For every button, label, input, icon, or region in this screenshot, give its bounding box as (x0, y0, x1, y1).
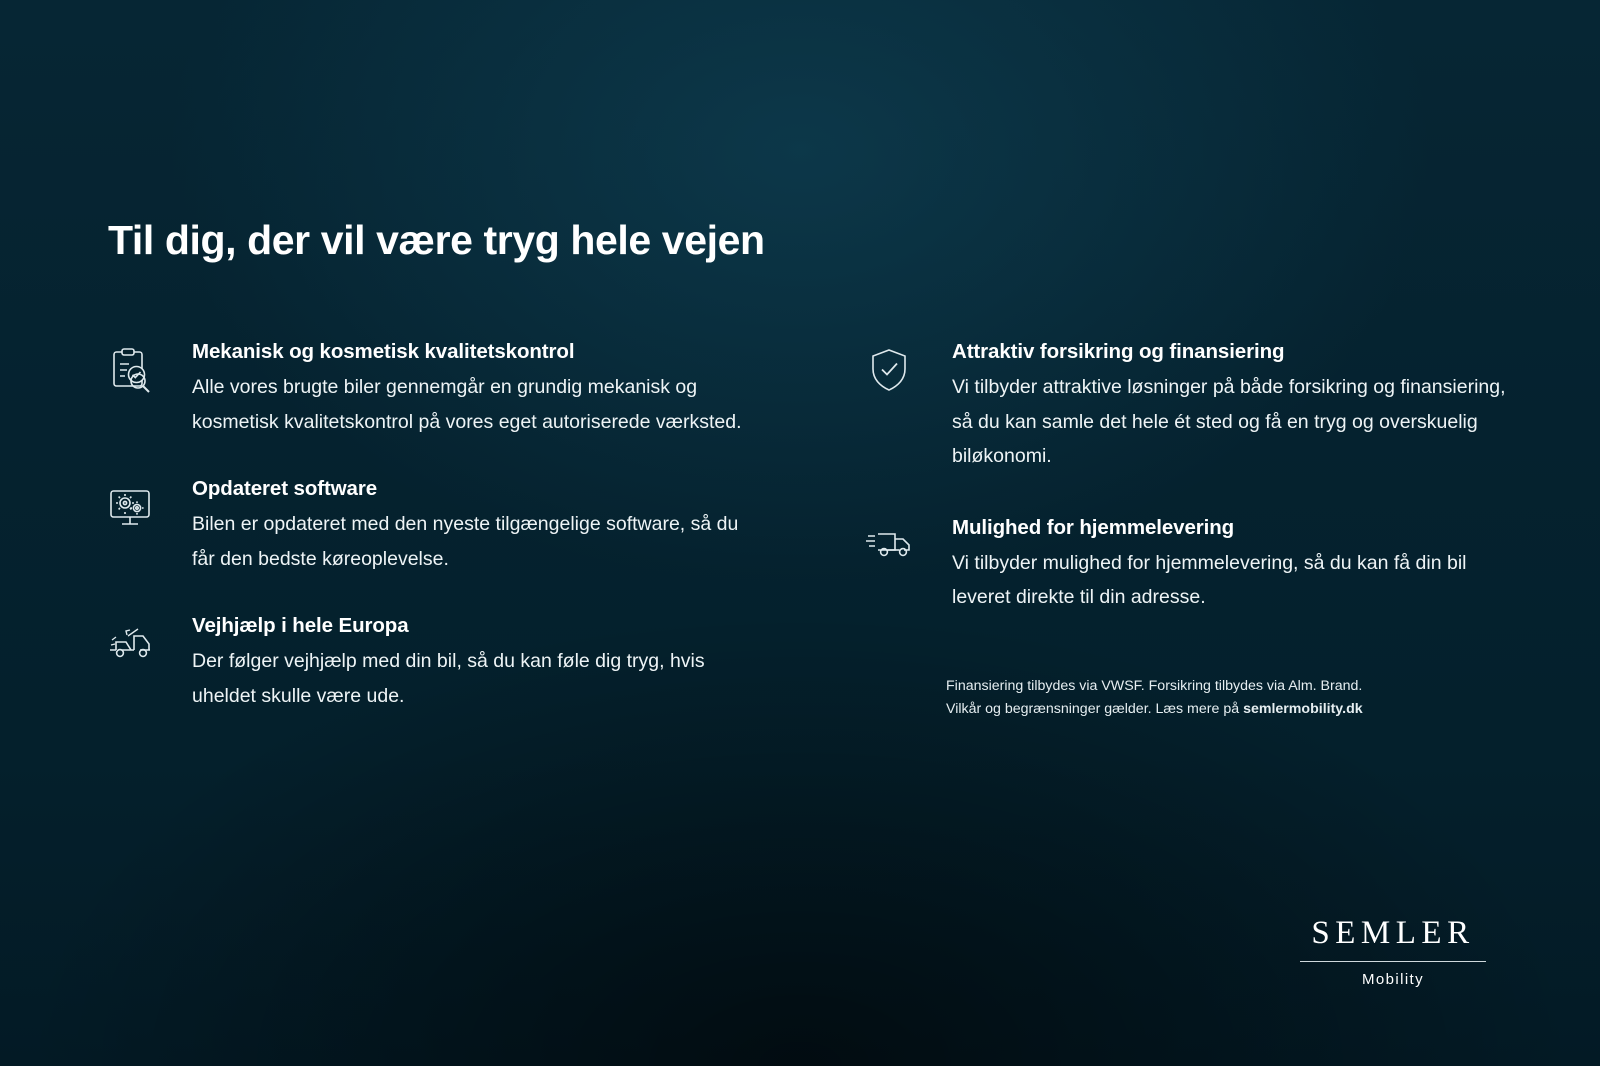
feature-columns (100, 340, 1520, 751)
delivery-truck-icon (860, 516, 952, 566)
logo-divider (1300, 961, 1486, 962)
logo-sub-text: Mobility (1361, 971, 1425, 988)
disclaimer-line-2-text: Vilkår og begrænsninger gælder. Læs mere på (946, 700, 1244, 717)
feature-text: Vi tilbyder attraktive løsninger på både forsikring og finansiering, så du kan samle det hele ét sted og få en tryg og overskuelig biløkonomi. (952, 376, 1506, 467)
feature-body (192, 340, 760, 439)
feature-title: Mekanisk og kosmetisk kvalitetskontrol (192, 340, 575, 363)
disclaimer-line-1: Finansiering tilbydes via VWSF. Forsikring tilbydes via Alm. Brand. (946, 677, 1363, 694)
feature-title: Attraktiv forsikring og finansiering (952, 340, 1285, 363)
disclaimer (946, 675, 1486, 721)
feature-item (100, 477, 760, 576)
logo-brand-text: SEMLER (1311, 915, 1475, 951)
feature-item (860, 516, 1520, 615)
feature-title: Vejhjælp i hele Europa (192, 614, 409, 637)
tow-truck-icon (100, 614, 192, 668)
feature-item (100, 614, 760, 713)
feature-body (952, 516, 1520, 615)
page-title: Til dig, der vil være tryg hele vejen (108, 217, 765, 264)
feature-text: Vi tilbyder mulighed for hjemmelevering, så du kan få din bil leveret direkte til din adresse. (952, 551, 1467, 608)
feature-body (192, 614, 760, 713)
clipboard-check-magnifier-icon (100, 340, 192, 398)
feature-text: Bilen er opdateret med den nyeste tilgængelige software, så du får den bedste køreoplevelse. (192, 513, 739, 570)
monitor-gears-icon (100, 477, 192, 535)
feature-body (192, 477, 760, 576)
feature-column-left (100, 340, 760, 751)
feature-text: Alle vores brugte biler gennemgår en grundig mekanisk og kosmetisk kvalitetskontrol på vores eget autoriserede værksted. (192, 376, 742, 433)
feature-column-right (860, 340, 1520, 751)
feature-body (952, 340, 1520, 474)
feature-item (860, 340, 1520, 474)
feature-text: Der følger vejhjælp med din bil, så du kan føle dig tryg, hvis uheldet skulle være ude. (192, 650, 705, 707)
feature-title: Opdateret software (192, 477, 378, 500)
shield-check-icon (860, 340, 952, 394)
semler-mobility-logo (1298, 917, 1488, 988)
disclaimer-link[interactable]: semlermobility.dk (1243, 700, 1363, 717)
feature-title: Mulighed for hjemmelevering (952, 515, 1235, 539)
feature-item (100, 340, 760, 439)
disclaimer-line-2 (946, 698, 1486, 721)
